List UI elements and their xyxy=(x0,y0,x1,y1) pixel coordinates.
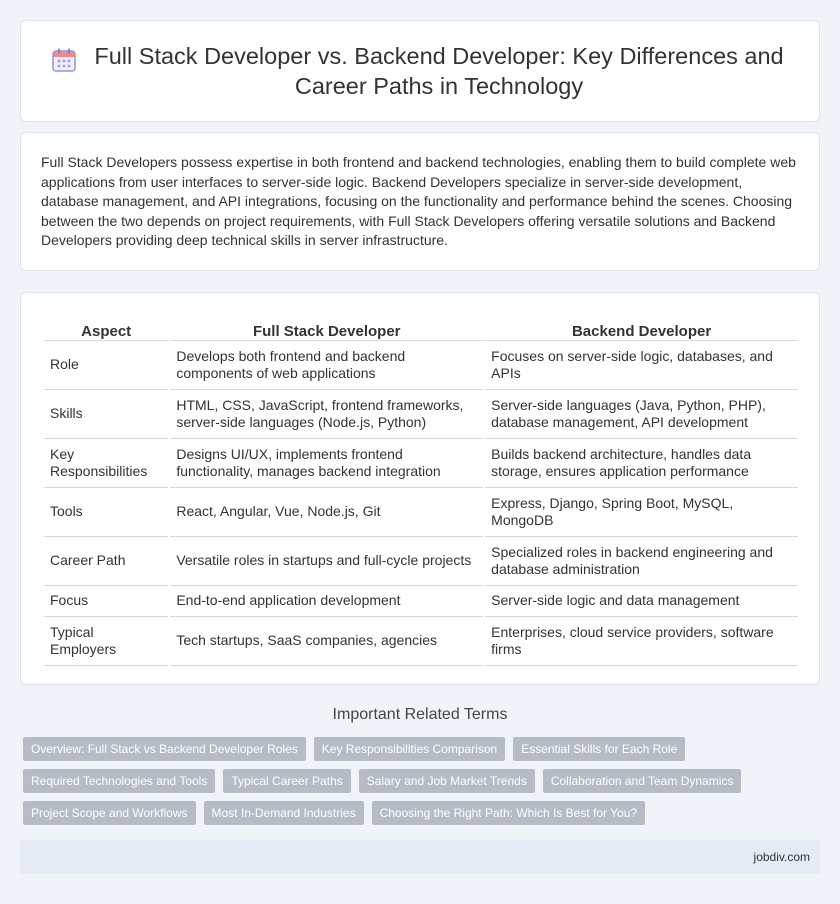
related-term-tag[interactable]: Choosing the Right Path: Which Is Best for You? xyxy=(372,801,645,825)
footer-site-link[interactable]: jobdiv.com xyxy=(753,850,810,864)
table-cell-aspect: Skills xyxy=(44,390,168,439)
table-cell-full-stack: Versatile roles in startups and full-cycle projects xyxy=(170,537,483,586)
related-term-tag[interactable]: Required Technologies and Tools xyxy=(23,769,215,793)
table-row xyxy=(44,537,798,586)
table-cell-backend: Focuses on server-side logic, databases, and APIs xyxy=(485,341,798,390)
table-cell-aspect: Focus xyxy=(44,586,168,617)
table-cell-full-stack: End-to-end application development xyxy=(170,586,483,617)
column-header-backend: Backend Developer xyxy=(485,313,798,341)
column-header-aspect: Aspect xyxy=(44,313,168,341)
table-cell-backend: Server-side languages (Java, Python, PHP), database management, API development xyxy=(485,390,798,439)
related-term-tag[interactable]: Essential Skills for Each Role xyxy=(513,737,685,761)
related-term-tag[interactable]: Salary and Job Market Trends xyxy=(359,769,535,793)
table-cell-aspect: Tools xyxy=(44,488,168,537)
table-row xyxy=(44,617,798,666)
comparison-table xyxy=(42,313,800,666)
tag-row xyxy=(23,801,823,825)
related-terms-title: Important Related Terms xyxy=(332,706,508,723)
related-term-tag[interactable]: Key Responsibilities Comparison xyxy=(314,737,505,761)
table-cell-full-stack: React, Angular, Vue, Node.js, Git xyxy=(170,488,483,537)
table-cell-backend: Express, Django, Spring Boot, MySQL, MongoDB xyxy=(485,488,798,537)
table-cell-full-stack: Develops both frontend and backend components of web applications xyxy=(170,341,483,390)
table-cell-backend: Enterprises, cloud service providers, software firms xyxy=(485,617,798,666)
table-row xyxy=(44,439,798,488)
table-cell-full-stack: Designs UI/UX, implements frontend functionality, manages backend integration xyxy=(170,439,483,488)
tag-row xyxy=(23,769,823,793)
related-term-tag[interactable]: Typical Career Paths xyxy=(223,769,350,793)
table-cell-aspect: Key Responsibilities xyxy=(44,439,168,488)
table-cell-aspect: Career Path xyxy=(44,537,168,586)
table-row xyxy=(44,586,798,617)
table-row xyxy=(44,341,798,390)
table-cell-aspect: Role xyxy=(44,341,168,390)
title-wrap xyxy=(51,41,789,101)
calendar-icon xyxy=(51,47,77,73)
related-term-tag[interactable]: Collaboration and Team Dynamics xyxy=(543,769,742,793)
table-cell-aspect: Typical Employers xyxy=(44,617,168,666)
comparison-card xyxy=(20,292,820,685)
table-cell-full-stack: Tech startups, SaaS companies, agencies xyxy=(170,617,483,666)
table-header-row xyxy=(44,313,798,341)
table-row xyxy=(44,390,798,439)
table-cell-backend: Builds backend architecture, handles data storage, ensures application performance xyxy=(485,439,798,488)
tag-row xyxy=(23,737,823,761)
related-terms-list xyxy=(23,737,823,833)
footer xyxy=(20,840,820,874)
related-term-tag[interactable]: Project Scope and Workflows xyxy=(23,801,196,825)
table-cell-full-stack: HTML, CSS, JavaScript, frontend frameworks, server-side languages (Node.js, Python) xyxy=(170,390,483,439)
table-cell-backend: Server-side logic and data management xyxy=(485,586,798,617)
table-cell-backend: Specialized roles in backend engineering and database administration xyxy=(485,537,798,586)
column-header-full-stack: Full Stack Developer xyxy=(170,313,483,341)
page-title: Full Stack Developer vs. Backend Developer: Key Differences and Career Paths in Technology xyxy=(94,43,784,99)
related-term-tag[interactable]: Most In-Demand Industries xyxy=(204,801,364,825)
header-card xyxy=(20,20,820,122)
intro-paragraph: Full Stack Developers possess expertise in both frontend and backend technologies, enabling them to build complete web applications from user interfaces to server-side logic. Backend Developers specialize in server-side development, database management, and API integrations, focusing on the functionality and performance behind the scenes. Choosing between the two depends on project requirements, with Full Stack Developers offering versatile solutions and Backend Developers providing deep technical skills in server infrastructure. xyxy=(41,154,796,248)
intro-card xyxy=(20,132,820,271)
table-row xyxy=(44,488,798,537)
related-term-tag[interactable]: Overview: Full Stack vs Backend Developer Roles xyxy=(23,737,306,761)
